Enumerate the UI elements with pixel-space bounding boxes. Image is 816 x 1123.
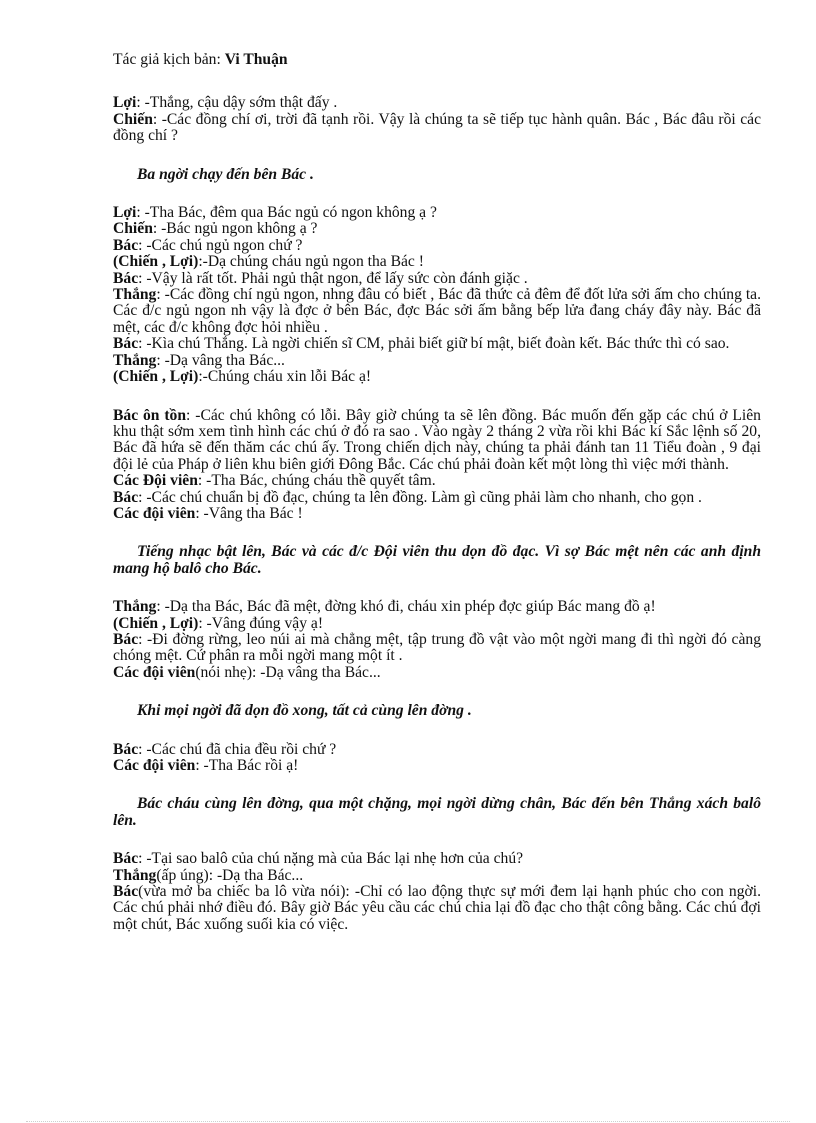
speaker-name: (Chiến , Lợi)	[113, 368, 199, 386]
stage-direction: Ba ngời chạy đến bên Bác .	[137, 165, 314, 183]
dialogue-text: : -Các chú chuẩn bị đồ đạc, chúng ta lên đồng. Làm gì cũng phải làm cho nhanh, cho gọn .	[138, 488, 702, 506]
dialogue-text: : -Vâng tha Bác !	[195, 504, 303, 522]
dialogue-line	[113, 665, 761, 681]
speaker-name: Các đội viên	[113, 663, 196, 681]
dialogue-line	[113, 408, 761, 474]
dialogue-line	[113, 742, 761, 758]
dialogue-line	[113, 221, 761, 237]
dialogue-line	[113, 490, 761, 506]
stage-direction: Khi mọi ngời đã dọn đồ xong, tất cả cùng lên đờng .	[137, 702, 472, 720]
dialogue-text: :-Chúng cháu xin lỗi Bác ạ!	[198, 368, 372, 386]
dialogue-line	[113, 254, 761, 270]
speaker-name: (Chiến , Lợi)	[113, 614, 199, 632]
document-page	[113, 52, 761, 933]
speaker-name: Chiến	[113, 110, 153, 128]
speaker-name: Các đội viên	[113, 757, 196, 774]
page-bottom-divider	[26, 1121, 790, 1122]
dialogue-text: : -Các đồng chí ơi, trời đã tạnh rồi. Vậy là chúng ta sẽ tiếp tục hành quân. Bác , Bác đâu rồi các đồng chí ?	[113, 110, 761, 145]
dialogue-text: (vừa mở ba chiếc ba lô vừa nói): -Chỉ có lao động thực sự mới đem lại hạnh phúc cho con ngời. Các chú phải nhớ điều đó. Bây giờ Bác yêu cầu các chú chia lại đồ đạc cho thật công bằng. Các chú đợi một chút, Bác xuống suối kia có việc.	[113, 883, 761, 933]
speaker-name: Bác	[113, 850, 139, 868]
dialogue-line	[113, 758, 761, 774]
dialogue-line	[113, 599, 761, 615]
speaker-name: Bác ôn tồn	[113, 406, 187, 424]
speaker-name: Thắng	[113, 286, 157, 304]
dialogue-line	[113, 369, 761, 385]
dialogue-line	[113, 205, 761, 221]
dialogue-line	[113, 336, 761, 352]
dialogue-text: : -Vậy là rất tốt. Phải ngủ thật ngon, để lấy sức còn đánh giặc .	[138, 269, 528, 287]
dialogue-text: : -Tại sao balô của chú nặng mà của Bác lại nhẹ hơn của chú?	[138, 850, 524, 868]
dialogue-line	[113, 287, 761, 336]
author-name: Vi Thuận	[224, 51, 288, 68]
dialogue-text: : -Tha Bác, chúng cháu thề quyết tâm.	[197, 472, 436, 490]
speaker-name: Thắng	[113, 598, 157, 616]
speaker-name: Thắng	[113, 866, 157, 884]
speaker-name: Bác	[113, 335, 139, 353]
speaker-name: Các Đội viên	[113, 472, 198, 490]
dialogue-text: :-Dạ chúng cháu ngủ ngon tha Bác !	[198, 253, 424, 271]
speaker-name: (Chiến , Lợi)	[113, 253, 199, 271]
speaker-name: Lợi	[113, 94, 137, 112]
speaker-name: Bác	[113, 488, 139, 506]
dialogue-line	[113, 112, 761, 145]
dialogue-text: : -Các chú không có lỗi. Bây giờ chúng ta sẽ lên đồng. Bác muốn đến gặp các chú ở Liên khu thật sớm xem tình hình các chú ở đó ra sao . Vào ngày 2 tháng 2 vừa rồi khi Bác kí Sắc lệnh số 20, Bác đã hứa sẽ đến thăm các chú ấy. Trong chiến dịch này, chúng ta phải đánh tan 11 Tiểu đoàn , 9 đại đội lẻ của Pháp ở liên khu biên giới Đông Bắc. Các chú phải đoàn kết một lòng thì việc mới thành.	[113, 406, 761, 473]
dialogue-line	[113, 95, 761, 111]
dialogue-text: : -Các chú ngủ ngon chứ ?	[138, 236, 303, 254]
dialogue-text: : -Vâng đúng vậy ạ!	[198, 614, 324, 632]
author-label: Tác giả kịch bản:	[113, 51, 225, 68]
dialogue-line	[113, 616, 761, 632]
dialogue-line	[113, 851, 761, 867]
speaker-name: Bác	[113, 883, 139, 901]
author-line	[113, 52, 761, 68]
dialogue-line	[113, 506, 761, 522]
dialogue-line	[113, 868, 761, 884]
dialogue-line	[113, 353, 761, 369]
speaker-name: Bác	[113, 740, 139, 758]
dialogue-text: : -Thắng, cậu dậy sớm thật đấy .	[136, 94, 338, 112]
dialogue-text: : -Tha Bác, đêm qua Bác ngủ có ngon không ạ ?	[136, 204, 437, 222]
dialogue-text: (ấp úng): -Dạ tha Bác...	[156, 866, 304, 884]
speaker-name: Các đội viên	[113, 504, 196, 522]
stage-direction: Bác cháu cùng lên đờng, qua một chặng, mọi ngời dừng chân, Bác đến bên Thắng xách balô lên.	[113, 795, 761, 829]
dialogue-text: : -Các đồng chí ngủ ngon, nhng đâu có biết , Bác đã thức cả đêm để đốt lửa sởi ấm cho chúng ta. Các đ/c ngủ ngon nh vậy là đợc ở bên Bác, đợc Bác sởi ấm bằng bếp lửa đang cháy đây này. Bác đã mệt, các đ/c không đợc hỏi nhiều .	[113, 286, 761, 336]
speaker-name: Bác	[113, 236, 139, 254]
dialogue-text: : -Đi đờng rừng, leo núi ai mà chẳng mệt, tập trung đồ vật vào một ngời mang đi thì ngời đó càng chóng mệt. Cứ phân ra mỗi ngời mang một ít .	[113, 630, 761, 665]
dialogue-line	[113, 884, 761, 933]
stage-direction: Tiếng nhạc bật lên, Bác và các đ/c Đội viên thu dọn đồ đạc. Vì sợ Bác mệt nên các anh định mang hộ balô cho Bác.	[113, 543, 761, 577]
dialogue-text: : -Các chú đã chia đều rồi chứ ?	[138, 740, 337, 758]
dialogue-text: : -Dạ vâng tha Bác...	[156, 351, 285, 369]
dialogue-text: : -Tha Bác rồi ạ!	[195, 757, 299, 774]
dialogue-text: (nói nhẹ): -Dạ vâng tha Bác...	[195, 663, 381, 681]
dialogue-line	[113, 238, 761, 254]
speaker-name: Lợi	[113, 204, 137, 222]
dialogue-line	[113, 271, 761, 287]
dialogue-text: : -Dạ tha Bác, Bác đã mệt, đờng khó đi, cháu xin phép đợc giúp Bác mang đồ ạ!	[156, 598, 656, 616]
speaker-name: Bác	[113, 630, 139, 648]
dialogue-text: : -Kìa chú Thắng. Là ngời chiến sĩ CM, phải biết giữ bí mật, biết đoàn kết. Bác thức thì có sao.	[138, 335, 730, 353]
speaker-name: Chiến	[113, 220, 153, 238]
dialogue-text: : -Bác ngủ ngon không ạ ?	[152, 220, 318, 238]
dialogue-line	[113, 632, 761, 665]
speaker-name: Bác	[113, 269, 139, 287]
dialogue-line	[113, 473, 761, 489]
speaker-name: Thắng	[113, 351, 157, 369]
